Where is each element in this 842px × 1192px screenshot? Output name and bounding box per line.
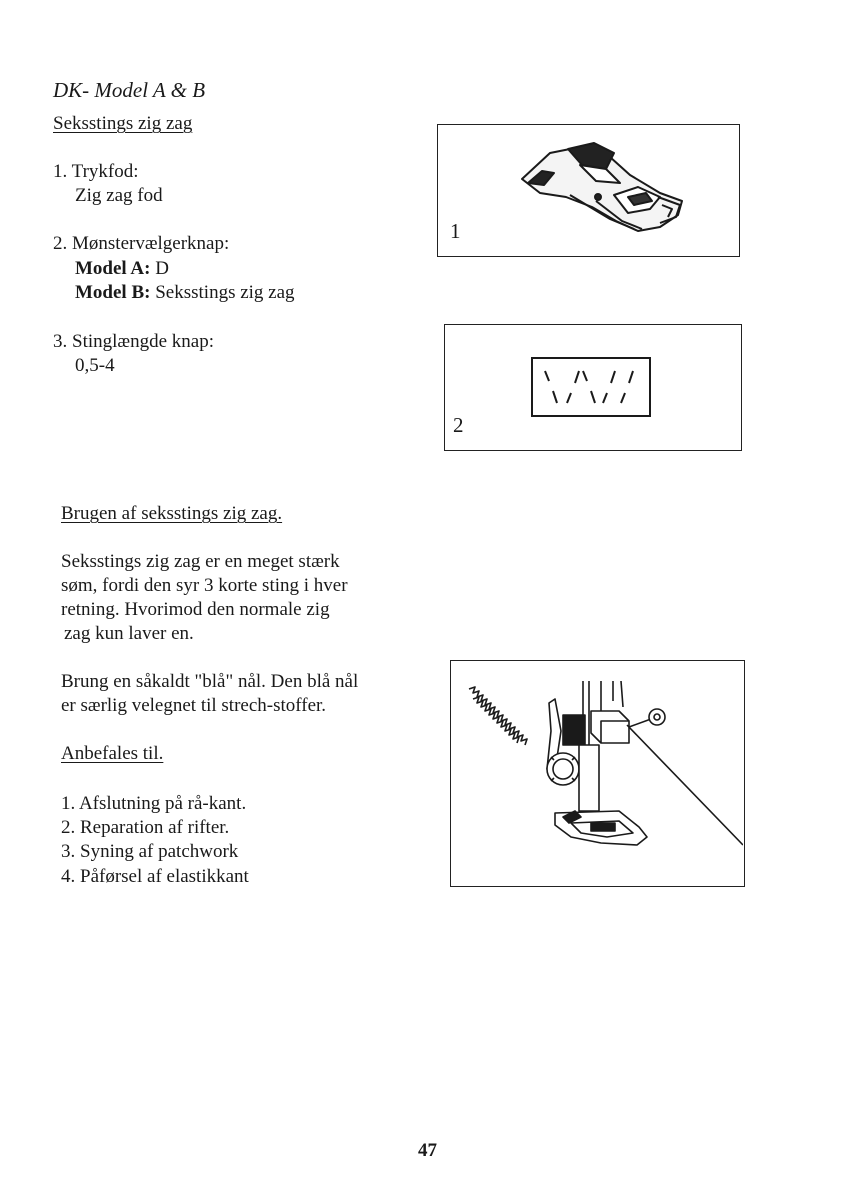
- list-item-2: [53, 232, 229, 256]
- paragraph-line: Brung en såkaldt "blå" nål. Den blå nål: [61, 671, 359, 692]
- item-label: Mønstervælgerknap:: [72, 233, 230, 254]
- zigzag-stitch-icon: [531, 357, 653, 419]
- model-b-value: Seksstings zig zag: [155, 282, 295, 303]
- figure-number: 1: [450, 219, 461, 243]
- list-item-3: [53, 330, 214, 354]
- item-value: Zig zag fod: [75, 185, 163, 206]
- presser-foot-icon: [510, 135, 690, 247]
- section-heading-anbefales: Anbefales til.: [61, 743, 164, 764]
- item-number: 1.: [53, 161, 68, 182]
- list-item: 4. Påførsel af elastikkant: [61, 866, 249, 887]
- section-heading-brugen: Brugen af seksstings zig zag.: [61, 503, 283, 524]
- list-item: 3. Syning af patchwork: [61, 841, 239, 862]
- model-b-row: [75, 281, 295, 305]
- figure-3: [450, 660, 745, 887]
- list-item-1: [53, 160, 139, 184]
- figure-2: [444, 324, 742, 451]
- page-title: DK- Model A & B: [53, 78, 206, 102]
- paragraph-line: er særlig velegnet til strech-stoffer.: [61, 695, 327, 716]
- paragraph-line: søm, fordi den syr 3 korte sting i hver: [61, 575, 348, 596]
- paragraph-line: Seksstings zig zag er en meget stærk: [61, 551, 340, 572]
- figure-1: [437, 124, 740, 257]
- model-a-row: [75, 257, 169, 281]
- section-heading-seksstings: Seksstings zig zag: [53, 113, 193, 134]
- paragraph-line: retning. Hvorimod den normale zig: [61, 599, 330, 620]
- model-b-key: Model B:: [75, 282, 151, 303]
- item-label: Stinglængde knap:: [72, 331, 214, 352]
- page-number: 47: [418, 1140, 437, 1161]
- item-value: 0,5-4: [75, 355, 115, 376]
- item-number: 3.: [53, 331, 68, 352]
- list-item: 1. Afslutning på rå-kant.: [61, 793, 247, 814]
- item-label: Trykfod:: [71, 161, 139, 182]
- paragraph-line: zag kun laver en.: [64, 623, 194, 644]
- model-a-key: Model A:: [75, 258, 151, 279]
- figure-number: 2: [453, 413, 464, 437]
- list-item: 2. Reparation af rifter.: [61, 817, 230, 838]
- model-a-value: D: [155, 258, 169, 279]
- item-number: 2.: [53, 233, 68, 254]
- sewing-needle-foot-icon: [451, 661, 743, 885]
